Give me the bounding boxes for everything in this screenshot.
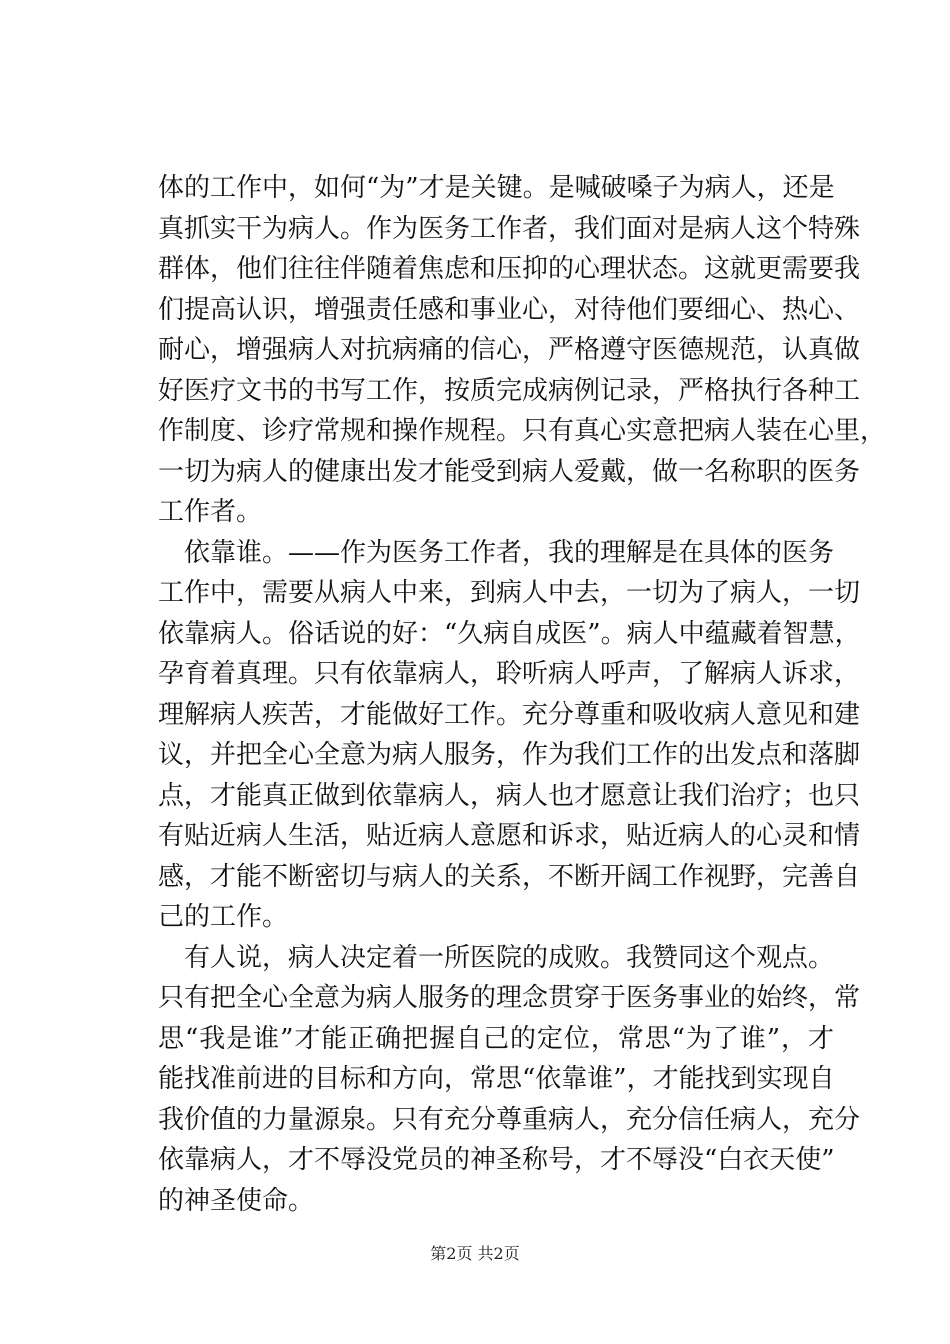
text-line: 思“我是谁”才能正确把握自己的定位，常思“为了谁”，才 <box>158 1023 834 1054</box>
paragraph-2 <box>158 533 861 938</box>
text-line: 工作中，需要从病人中来，到病人中去，一切为了病人，一切 <box>158 578 861 608</box>
text-line: 真抓实干为病人。作为医务工作者，我们面对是病人这个特殊 <box>158 213 861 244</box>
text-line: 有人说，病人决定着一所医院的成败。我赞同这个观点。 <box>184 942 835 973</box>
text-line: 们提高认识，增强责任感和事业心，对待他们要细心、热心、 <box>158 294 861 325</box>
page-number: 第2页 共2页 <box>430 1244 520 1263</box>
text-line: 依靠病人，才不辱没党员的神圣称号，才不辱没“白衣天使” <box>158 1145 835 1175</box>
text-line: 感，才能不断密切与病人的关系，不断开阔工作视野，完善自 <box>158 861 861 892</box>
text-line: 的神圣使命。 <box>158 1185 315 1216</box>
text-line: 依靠谁。——作为医务工作者，我的理解是在具体的医务 <box>184 537 835 568</box>
text-line: 体的工作中，如何“为”才是关键。是喊破嗓子为病人，还是 <box>158 173 835 203</box>
document-body <box>158 168 887 1221</box>
text-line: 有贴近病人生活，贴近病人意愿和诉求，贴近病人的心灵和情 <box>158 821 861 851</box>
text-line: 孕育着真理。只有依靠病人，聆听病人呼声，了解病人诉求， <box>158 659 861 689</box>
text-line: 理解病人疾苦，才能做好工作。充分尊重和吸收病人意见和建 <box>158 699 861 730</box>
text-line: 己的工作。 <box>158 902 289 932</box>
text-line: 工作者。 <box>158 497 263 527</box>
text-line: 只有把全心全意为病人服务的理念贯穿于医务事业的始终，常 <box>158 983 861 1013</box>
text-line: 作制度、诊疗常规和操作规程。只有真心实意把病人装在心里， <box>158 416 887 446</box>
text-line: 能找准前进的目标和方向，常思“依靠谁”，才能找到实现自 <box>158 1064 835 1094</box>
text-line: 耐心，增强病人对抗病痛的信心，严格遵守医德规范，认真做 <box>158 335 861 365</box>
text-line: 群体，他们往往伴随着焦虑和压抑的心理状态。这就更需要我 <box>158 254 861 284</box>
text-line: 一切为病人的健康出发才能受到病人爱戴，做一名称职的医务 <box>158 456 861 487</box>
paragraph-3 <box>158 938 861 1222</box>
text-line: 我价值的力量源泉。只有充分尊重病人，充分信任病人，充分 <box>158 1104 861 1135</box>
paragraph-1 <box>158 168 887 533</box>
text-line: 议，并把全心全意为病人服务，作为我们工作的出发点和落脚 <box>158 740 861 770</box>
text-line: 依靠病人。俗话说的好：“久病自成医”。病人中蕴藏着智慧， <box>158 618 861 649</box>
text-line: 点，才能真正做到依靠病人，病人也才愿意让我们治疗；也只 <box>158 780 861 811</box>
text-line: 好医疗文书的书写工作，按质完成病例记录，严格执行各种工 <box>158 375 861 406</box>
